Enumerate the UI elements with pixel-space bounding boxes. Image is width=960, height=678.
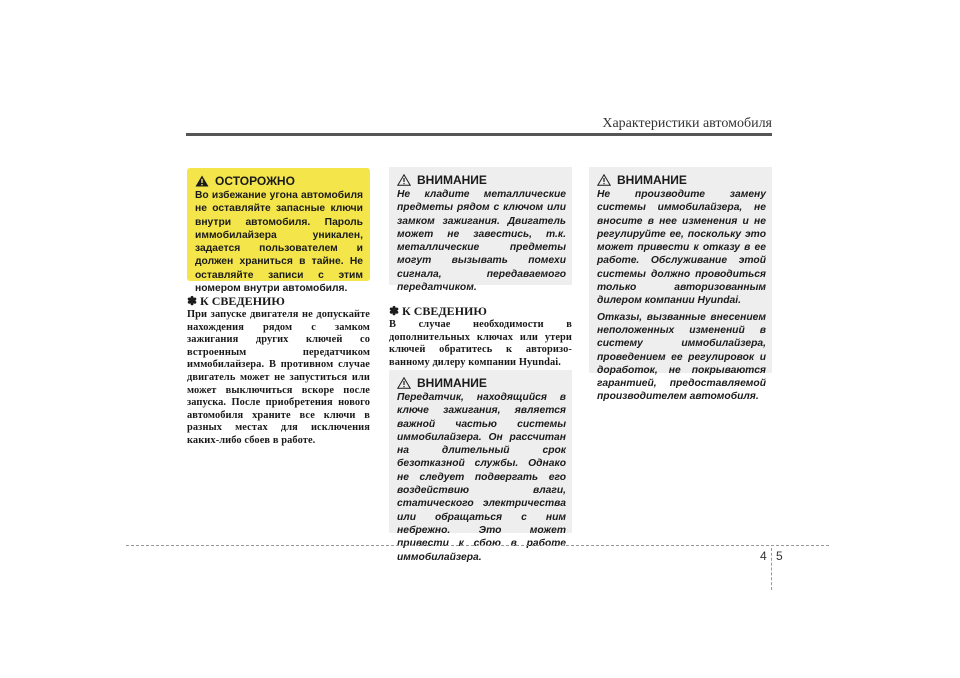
caution-1-title: ВНИМАНИЕ: [417, 173, 487, 187]
caution-2-title-row: [397, 376, 566, 390]
section-title: Характеристики автомобиля: [602, 116, 772, 131]
note-left: [187, 294, 370, 448]
caution-2-title: ВНИМАНИЕ: [417, 376, 487, 390]
note-left-text: При запуске двигателя не допускайте нахождения рядом с замком зажигания других ключей со встроенным передатчиком иммобилайзера. В противном случае двигатель может не запуститься или может выключиться вскоре после запуска. После приобретения нового автомобиля храните все ключи в разных местах для исключения каких-либо сбоев в работе.: [187, 309, 370, 446]
note-middle-text: В случае необходимости в дополнительных ключах или утери ключей обратитесь к авторизо-ванному дилеру компании Hyundai.: [389, 319, 572, 368]
caution-triangle-icon: [397, 174, 411, 186]
caution-box-1: [389, 167, 572, 294]
footer-rule: [126, 545, 829, 546]
page-separator: [771, 548, 772, 590]
chapter-number: 4: [760, 549, 767, 563]
caution-box-2: [389, 370, 572, 563]
caution-3-title: ВНИМАНИЕ: [617, 173, 687, 187]
caution-1-text: Не кладите металлические предметы рядом с ключом или замком зажигания. Двигатель может не завестись, т.к. металлические предметы могут вызывать помехи сигнала, передаваемого передатчиком.: [397, 189, 566, 294]
caution-triangle-icon: [397, 377, 411, 389]
page-number: 5: [776, 549, 783, 563]
caution-triangle-icon: [597, 174, 611, 186]
warning-triangle-icon: [195, 175, 209, 187]
note-left-title: ✽ К СВЕДЕНИЮ: [187, 294, 285, 308]
warning-title: ОСТОРОЖНО: [215, 174, 295, 188]
warning-text: Во избежание угона автомобиля не оставляйте запасные ключи внутри автомобиля. Пароль иммобилайзера уникален, задается пользователем и должен храниться в тайне. Не оставляйте записи с этим номером внутри автомобиля.: [195, 190, 363, 295]
warning-box: [187, 168, 370, 295]
caution-box-3: [589, 167, 772, 403]
header-rule: [186, 133, 772, 136]
caution-3-text-2: Отказы, вызванные внесением неположенных изменений в систему иммобилайзера, проведением ее регулировок и доработок, не покрываются гарантией, предоставляемой производителем автомобиля.: [597, 311, 766, 403]
caution-2-text: Передатчик, находящийся в ключе зажигания, является важной частью системы иммобилайзера. Он рассчитан на длительный срок безотказной службы. Однако не следует подвергать его воздействию влаги, статического электричества или обращаться с ним небрежно. Это может привести к сбою в работе иммобилайзера.: [397, 392, 566, 563]
caution-3-text-1: Не производите замену системы иммобилайзера, не вносите в нее изменения и не регулируйте ее, поскольку это может привести к отказу в ее работе. Обслуживание этой системы должно проводиться только авторизованным дилером компании Hyundai.: [597, 189, 766, 307]
caution-1-title-row: [397, 173, 566, 187]
caution-3-title-row: [597, 173, 766, 187]
note-middle: [389, 304, 572, 369]
warning-title-row: [195, 174, 363, 188]
note-middle-title: ✽ К СВЕДЕНИЮ: [389, 304, 487, 318]
